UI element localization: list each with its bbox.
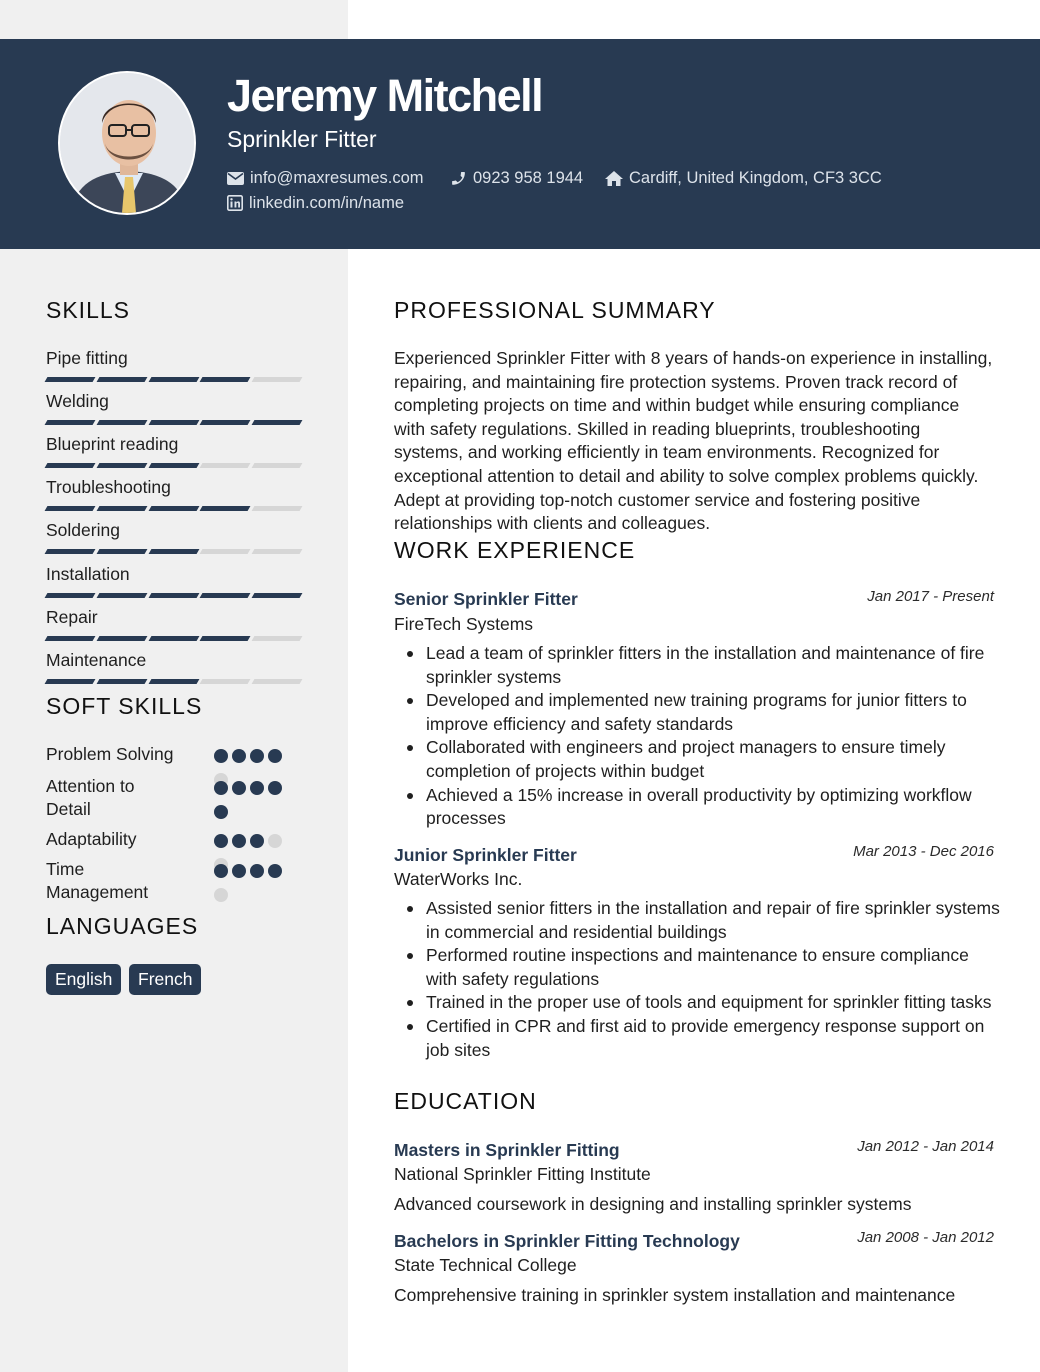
soft-skill-rating	[214, 781, 294, 819]
envelope-icon	[227, 172, 244, 185]
language-pill: English	[46, 964, 121, 995]
education-heading: EDUCATION	[394, 1088, 537, 1114]
rating-dot	[214, 834, 228, 848]
skill-item	[46, 563, 306, 598]
contact-email[interactable]	[227, 166, 424, 190]
phone-icon	[450, 170, 467, 187]
skills-heading: SKILLS	[46, 297, 130, 323]
rating-dot	[250, 864, 264, 878]
skill-label: Installation	[46, 564, 130, 584]
rating-dot	[250, 749, 264, 763]
skill-level-segment	[252, 549, 303, 554]
profile-photo	[58, 71, 196, 215]
job-bullet: Developed and implemented new training programs for junior fitters to improve efficiency and safety standards	[426, 689, 1004, 736]
rating-dot	[250, 781, 264, 795]
skill-label: Welding	[46, 391, 109, 411]
linkedin-text: linkedin.com/in/name	[249, 193, 404, 212]
skill-level-segment	[200, 549, 251, 554]
skill-level-segment	[96, 506, 147, 511]
skill-label: Blueprint reading	[46, 434, 179, 454]
skill-level-segment	[45, 636, 96, 641]
skill-label: Maintenance	[46, 650, 147, 670]
skill-item	[46, 347, 306, 382]
school-name: National Sprinkler Fitting Institute	[394, 1164, 651, 1184]
skill-level-segment	[45, 463, 96, 468]
summary-text: Experienced Sprinkler Fitter with 8 years of hands-on experience in installing, repairing, and maintaining fire protection systems. Proven track record of completing projects on time and within budget while ensuring compliance with safety regulations. Skilled in reading blueprints, troubleshooting systems, and working efficiently in team environments. Recognized for exceptional attention to detail and ability to solve complex problems quickly. Adept at providing top-notch customer service and fostering positive relationships with clients and colleagues.	[394, 348, 993, 534]
skill-item	[46, 519, 306, 554]
candidate-name: Jeremy Mitchell	[227, 70, 543, 121]
rating-dot	[232, 749, 246, 763]
skill-level-segment	[96, 636, 147, 641]
skill-level-segment	[96, 679, 147, 684]
job-bullet: Trained in the proper use of tools and equipment for sprinkler fitting tasks	[426, 991, 1004, 1015]
skill-item	[46, 649, 306, 684]
rating-dot	[268, 864, 282, 878]
degree-description: Comprehensive training in sprinkler system installation and maintenance	[394, 1285, 956, 1305]
degree-description: Advanced coursework in designing and installing sprinkler systems	[394, 1194, 912, 1214]
skill-level-segment	[252, 420, 303, 425]
job-bullet: Lead a team of sprinkler fitters in the installation and maintenance of fire sprinkler systems	[426, 642, 1004, 689]
contact-phone[interactable]	[450, 166, 583, 190]
skill-level-bar	[46, 679, 301, 684]
skill-level-segment	[148, 636, 199, 641]
skill-level-segment	[252, 506, 303, 511]
skill-label: Pipe fitting	[46, 348, 128, 368]
skill-level-segment	[200, 463, 251, 468]
rating-dot	[214, 749, 228, 763]
language-pill: French	[129, 964, 201, 995]
skill-level-bar	[46, 463, 301, 468]
skill-level-segment	[148, 549, 199, 554]
soft-skill-rating	[214, 864, 294, 902]
skill-level-segment	[252, 463, 303, 468]
rating-dot	[214, 781, 228, 795]
skill-level-segment	[96, 549, 147, 554]
degree-title: Masters in Sprinkler Fitting	[394, 1140, 620, 1160]
skill-item	[46, 433, 306, 468]
skill-level-segment	[252, 636, 303, 641]
job-title: Senior Sprinkler Fitter	[394, 589, 578, 609]
skill-level-segment	[148, 593, 199, 598]
school-name: State Technical College	[394, 1255, 577, 1275]
job-bullet: Collaborated with engineers and project managers to ensure timely completion of projects within budget	[426, 736, 1004, 783]
skill-level-segment	[200, 593, 251, 598]
skill-item	[46, 606, 306, 641]
rating-dot	[232, 864, 246, 878]
skill-level-bar	[46, 549, 301, 554]
skill-level-bar	[46, 636, 301, 641]
rating-dot	[214, 888, 228, 902]
job-bullet: Certified in CPR and first aid to provide emergency response support on job sites	[426, 1015, 1004, 1062]
rating-dot	[268, 749, 282, 763]
languages-heading: LANGUAGES	[46, 913, 199, 939]
job-dates: Jan 2017 - Present	[867, 588, 994, 605]
candidate-role: Sprinkler Fitter	[227, 126, 377, 152]
rating-dot	[214, 864, 228, 878]
job-bullet: Performed routine inspections and maintenance to ensure compliance with safety regulations	[426, 944, 1004, 991]
rating-dot	[214, 805, 228, 819]
rating-dot	[232, 834, 246, 848]
soft-skill-label: Problem Solving	[46, 744, 174, 764]
soft-skills-heading: SOFT SKILLS	[46, 693, 203, 719]
skill-level-segment	[148, 420, 199, 425]
soft-skill-label: Time Management	[46, 859, 149, 902]
skill-level-segment	[96, 593, 147, 598]
linkedin-icon	[227, 195, 243, 211]
skill-level-segment	[96, 377, 147, 382]
skill-level-segment	[252, 593, 303, 598]
location-text: Cardiff, United Kingdom, CF3 3CC	[629, 168, 882, 187]
skill-level-bar	[46, 420, 301, 425]
skill-level-segment	[200, 506, 251, 511]
job-bullet: Achieved a 15% increase in overall productivity by optimizing workflow processes	[426, 784, 1004, 831]
degree-title: Bachelors in Sprinkler Fitting Technology	[394, 1231, 740, 1251]
rating-dot	[232, 781, 246, 795]
skill-level-bar	[46, 506, 301, 511]
skill-level-segment	[200, 420, 251, 425]
skill-item	[46, 476, 306, 511]
job-dates: Mar 2013 - Dec 2016	[853, 843, 994, 860]
contact-location	[605, 166, 882, 190]
job-company: FireTech Systems	[394, 614, 534, 634]
skill-level-segment	[148, 377, 199, 382]
skill-level-segment	[200, 679, 251, 684]
skill-level-segment	[96, 420, 147, 425]
job-title: Junior Sprinkler Fitter	[394, 845, 577, 865]
job-bullets	[426, 642, 1004, 831]
degree-dates: Jan 2008 - Jan 2012	[857, 1229, 994, 1246]
skill-level-bar	[46, 593, 301, 598]
skill-level-segment	[45, 506, 96, 511]
skill-level-segment	[252, 679, 303, 684]
resume-header	[0, 39, 1040, 249]
skill-level-segment	[148, 506, 199, 511]
summary-heading: PROFESSIONAL SUMMARY	[394, 297, 716, 323]
degree-dates: Jan 2012 - Jan 2014	[857, 1138, 994, 1155]
skill-level-segment	[45, 377, 96, 382]
job-company: WaterWorks Inc.	[394, 869, 523, 889]
skill-level-segment	[148, 463, 199, 468]
contact-linkedin[interactable]	[227, 191, 404, 215]
skill-label: Repair	[46, 607, 98, 627]
skill-level-bar	[46, 377, 301, 382]
rating-dot	[268, 834, 282, 848]
skill-level-segment	[45, 549, 96, 554]
skill-level-segment	[200, 377, 251, 382]
skill-level-segment	[45, 420, 96, 425]
skill-item	[46, 390, 306, 425]
rating-dot	[250, 834, 264, 848]
email-text: info@maxresumes.com	[250, 168, 424, 187]
skill-level-segment	[45, 593, 96, 598]
soft-skill-label: Adaptability	[46, 829, 137, 849]
skill-level-segment	[148, 679, 199, 684]
home-icon	[605, 171, 623, 186]
soft-skill-label: Attention to Detail	[46, 776, 135, 819]
skill-level-segment	[45, 679, 96, 684]
skill-level-segment	[252, 377, 303, 382]
skill-level-segment	[96, 463, 147, 468]
skill-label: Troubleshooting	[46, 477, 171, 497]
job-bullets	[426, 897, 1004, 1062]
phone-text: 0923 958 1944	[473, 168, 584, 187]
experience-heading: WORK EXPERIENCE	[394, 537, 636, 563]
rating-dot	[268, 781, 282, 795]
skill-label: Soldering	[46, 520, 120, 540]
job-bullet: Assisted senior fitters in the installation and repair of fire sprinkler systems in commercial and residential buildings	[426, 897, 1004, 944]
skill-level-segment	[200, 636, 251, 641]
